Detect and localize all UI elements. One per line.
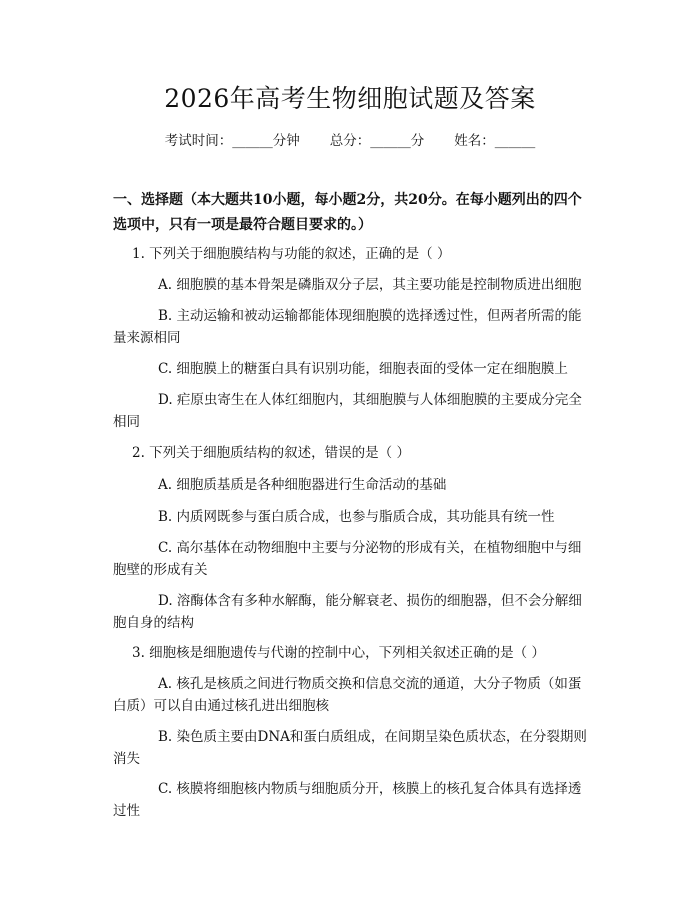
total-score-field: 总分：______分 — [329, 133, 425, 149]
question-3-option-b: B. 染色质主要由DNA和蛋白质组成，在间期呈染色质状态，在分裂期则消失 — [113, 729, 587, 767]
question-1-option-a: A. 细胞膜的基本骨架是磷脂双分子层，其主要功能是控制物质进出细胞 — [158, 277, 582, 293]
question-3-option-c: C. 核膜将细胞核内物质与细胞质分开，核膜上的核孔复合体具有选择透过性 — [113, 781, 582, 819]
section-heading: 一、选择题（本大题共10小题，每小题2分，共20分。在每小题列出的四个选项中，只有一项是最符合题目要求的。） — [113, 192, 582, 233]
exam-meta-line — [0, 131, 700, 151]
question-2-option-d: D. 溶酶体含有多种水解酶，能分解衰老、损伤的细胞器，但不会分解细胞自身的结构 — [113, 593, 582, 631]
question-3-option-a: A. 核孔是核质之间进行物质交换和信息交流的通道，大分子物质（如蛋白质）可以自由通过核孔进出细胞核 — [113, 676, 582, 714]
question-1-option-b: B. 主动运输和被动运输都能体现细胞膜的选择透过性，但两者所需的能量来源相同 — [113, 308, 582, 346]
question-2-option-a: A. 细胞质基质是各种细胞器进行生命活动的基础 — [158, 477, 447, 493]
question-3-stem: 3. 细胞核是细胞遗传与代谢的控制中心，下列相关叙述正确的是（ ） — [132, 645, 545, 661]
question-2-option-c: C. 高尔基体在动物细胞中主要与分泌物的形成有关，在植物细胞中与细胞壁的形成有关 — [113, 540, 582, 578]
question-2-stem: 2. 下列关于细胞质结构的叙述，错误的是（ ） — [132, 445, 410, 461]
question-1-option-c: C. 细胞膜上的糖蛋白具有识别功能，细胞表面的受体一定在细胞膜上 — [158, 361, 568, 377]
page-title: 2026年高考生物细胞试题及答案 — [164, 84, 536, 113]
question-2-option-b: B. 内质网既参与蛋白质合成，也参与脂质合成，其功能具有统一性 — [158, 509, 555, 525]
question-1-stem: 1. 下列关于细胞膜结构与功能的叙述，正确的是（ ） — [132, 246, 451, 262]
exam-time-field: 考试时间：______分钟 — [164, 133, 300, 149]
student-name-field: 姓名：______ — [454, 133, 536, 149]
question-1-option-d: D. 疟原虫寄生在人体红细胞内，其细胞膜与人体细胞膜的主要成分完全相同 — [113, 392, 582, 430]
